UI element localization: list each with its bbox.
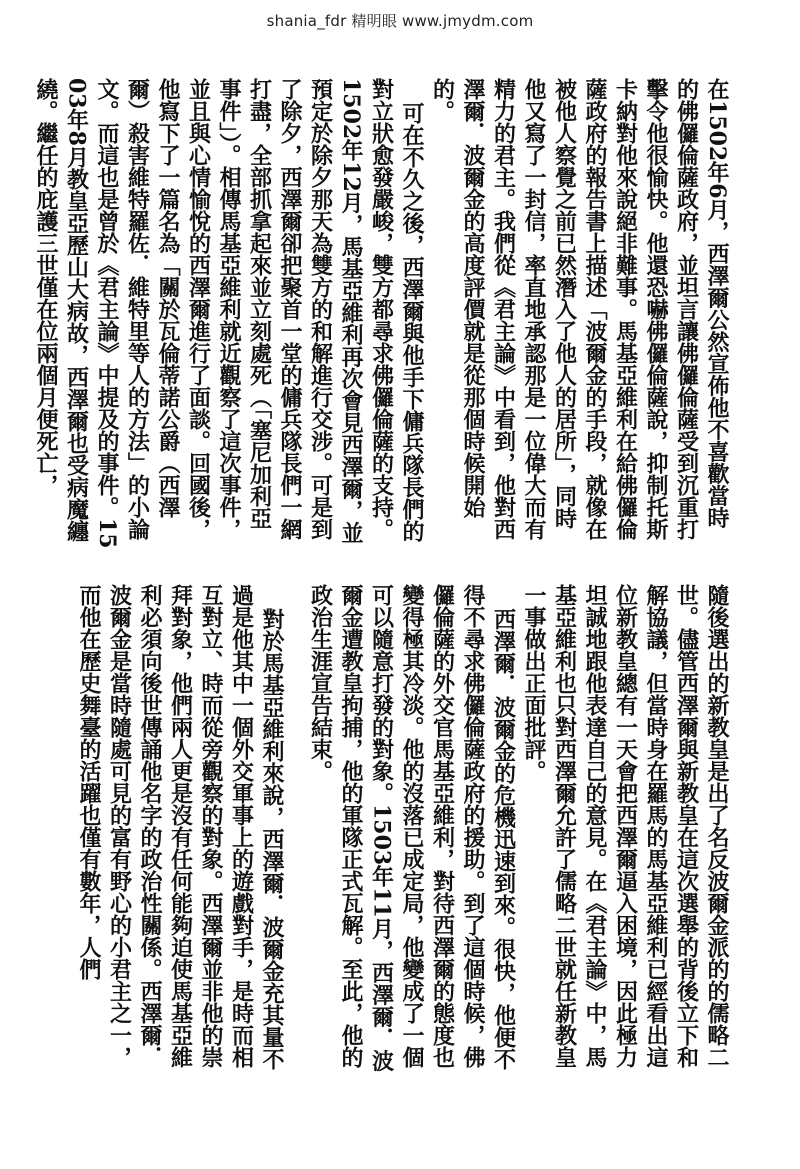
paragraph-4: 西澤爾．波爾金的危機迅速到來。很快，他便不得不尋求佛儸倫薩政府的援助。到了這個時候，佛儸倫薩的外交官馬基亞維利，對待西澤爾的態度也變得極其冷淡。他的沒落已成定局，他變成了一個可以隨意打發的對象。1503年11月，西澤爾．波爾金遭教皇拘捕，他的軍隊正式瓦解。至此，他的政治生涯宣告結束。 xyxy=(307,584,517,1072)
page-header-watermark: shania_fdr 精明眼 www.jmydm.com xyxy=(266,12,534,30)
upper-text-block xyxy=(33,78,732,550)
paragraph-1: 在1502年6月，西澤爾公然宣佈他不喜歡當時的佛儸倫薩政府，並坦言讓佛儸倫薩受到沉重打擊令他很愉快。他還恐嚇佛儸倫薩說，抑制托斯卡納對他來說絕非難事。馬基亞維利在給佛儸倫薩政府的報告書上描述「波爾金的手段，就像在被他人察覺之前已然潛入了他人的居所」，同時他又寫了一封信，率直地承認那是一位偉大而有精力的君主。我們從《君主論》中看到，他對西澤爾．波爾金的高度評價就是從那個時候開始的。 xyxy=(429,78,730,540)
paragraph-5: 對於馬基亞維利來說，西澤爾．波爾金充其量不過是他其中一個外交軍事上的遊戲對手，是時而相互對立、時而從旁觀察的對象。西澤爾並非他的崇拜對象，他們兩人更是沒有任何能夠迫使馬基亞維利必須向後世傳誦他名字的政治性關係。西澤爾．波爾金是當時隨處可見的富有野心的小君主之一，而他在歷史舞臺的活躍也僅有數年，人們 xyxy=(76,584,285,1071)
lower-text-block xyxy=(52,584,732,1084)
paragraph-3: 隨後選出的新教皇是出了名反波爾金派的的儒略二世。儘管西澤爾與新教皇在這次選舉的背後立下和解協議，但當時身在羅馬的馬基亞維利已經看出這位新教皇總有一天會把西澤爾逼入困境，因此極力坦誠地跟他表達自己的意見。在《君主論》中，馬基亞維利也只對西澤爾允許了儒略二世就任新教皇一事做出正面批評。 xyxy=(521,584,730,1068)
paragraph-2: 可在不久之後，西澤爾與他手下傭兵隊長們的對立狀愈發嚴峻，雙方都尋求佛儸倫薩的支持。1502年12月，馬基亞維利再次會見西澤爾，並預定於除夕那天為雙方的和解進行交涉。可是到了除夕，西澤爾卻把聚首一堂的傭兵隊長們一網打盡，全部抓拿起來並立刻處死（「塞尼加利亞事件」）。相傳馬基亞維利就近觀察了這次事件，並且與心情愉悅的西澤爾進行了面談。回國後，他寫下了一篇名為「關於瓦倫蒂諾公爵（西澤爾）殺害維特羅佐．維特里等人的方法」的小論文。而這也是曾於《君主論》中提及的事件。1503年8月教皇亞歷山大病故，西澤爾也受病魔纏繞。繼任的庇護三世僅在位兩個月便死亡， xyxy=(33,78,425,549)
